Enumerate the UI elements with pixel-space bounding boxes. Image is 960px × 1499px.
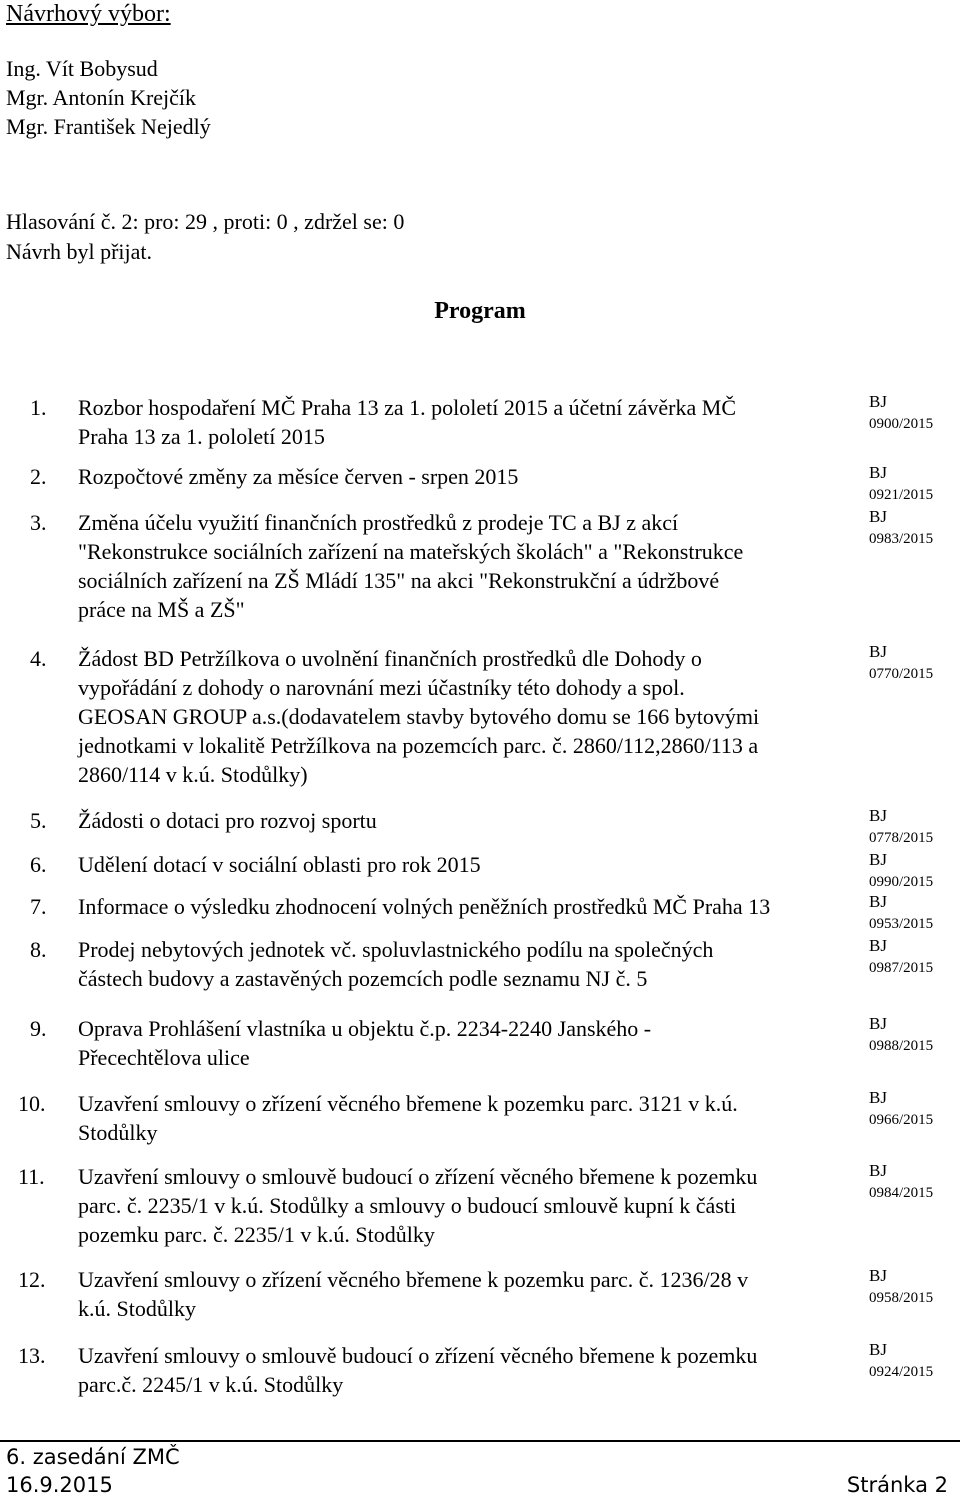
program-item-bj-label: BJ (869, 936, 887, 955)
program-item-text: Uzavření smlouvy o zřízení věcného břemene k pozemku parc. 3121 v k.ú. (78, 1091, 738, 1116)
program-item-reference: 0900/2015 (869, 416, 934, 432)
program-item-reference: 0988/2015 (869, 1038, 934, 1054)
program-item-reference: 0953/2015 (869, 916, 934, 932)
program-item-text: parc. č. 2235/1 v k.ú. Stodůlky a smlouvy o budoucí smlouvě kupní k části (78, 1193, 737, 1218)
program-item-bj-label: BJ (869, 806, 887, 825)
program-item-text: částech budovy a zastavěných pozemcích podle seznamu NJ č. 5 (78, 966, 648, 991)
footer-date: 16.9.2015 (6, 1473, 113, 1497)
program-item-bj-label: BJ (869, 642, 887, 661)
footer-session: 6. zasedání ZMČ (6, 1445, 180, 1469)
program-item-text: Změna účelu využití finančních prostředků z prodeje TC a BJ z akcí (78, 510, 679, 535)
program-item-text: Žádost BD Petržílkova o uvolnění finančních prostředků dle Dohody o (78, 646, 702, 671)
vote-result: Hlasování č. 2: pro: 29 , proti: 0 , zdržel se: 0 (6, 209, 405, 234)
program-item-bj-label: BJ (869, 1088, 887, 1107)
program-item-number: 11. (18, 1164, 45, 1189)
program-item-bj-label: BJ (869, 392, 887, 411)
program-item-bj-label: BJ (869, 463, 887, 482)
program-item-number: 6. (30, 852, 47, 877)
program-item-text: parc.č. 2245/1 v k.ú. Stodůlky (78, 1372, 344, 1397)
program-item-text: Stodůlky (78, 1120, 158, 1145)
program-item-number: 13. (18, 1343, 46, 1368)
program-item-text: GEOSAN GROUP a.s.(dodavatelem stavby bytového domu se 166 bytovými (78, 704, 760, 729)
vote-outcome: Návrh byl přijat. (6, 239, 153, 264)
program-item-text: Přecechtělova ulice (78, 1045, 250, 1070)
program-item-text: 2860/114 v k.ú. Stodůlky) (78, 762, 308, 787)
program-item-reference: 0983/2015 (869, 531, 934, 547)
program-item-bj-label: BJ (869, 1014, 887, 1033)
program-item-text: Udělení dotací v sociální oblasti pro rok 2015 (78, 852, 481, 877)
footer-divider (0, 1440, 960, 1442)
program-item-text: Prodej nebytových jednotek vč. spoluvlastnického podílu na společných (78, 937, 714, 962)
program-item-number: 10. (18, 1091, 46, 1116)
program-item-bj-label: BJ (869, 1266, 887, 1285)
program-item-text: "Rekonstrukce sociálních zařízení na mateřských školách" a "Rekonstrukce (78, 539, 744, 564)
program-item-number: 12. (18, 1267, 46, 1292)
program-title: Program (434, 298, 526, 324)
program-item-text: práce na MŠ a ZŠ" (78, 597, 245, 622)
program-item-text: sociálních zařízení na ZŠ Mládí 135" na akci "Rekonstrukční a údržbové (78, 568, 720, 593)
program-item-text: Rozpočtové změny za měsíce červen - srpen 2015 (78, 464, 519, 489)
program-item-text: Uzavření smlouvy o smlouvě budoucí o zřízení věcného břemene k pozemku (78, 1164, 758, 1189)
program-item-bj-label: BJ (869, 892, 887, 911)
program-item-text: jednotkami v lokalitě Petržílkova na pozemcích parc. č. 2860/112,2860/113 a (78, 733, 759, 758)
program-item-reference: 0984/2015 (869, 1185, 934, 1201)
program-item-reference: 0966/2015 (869, 1112, 934, 1128)
program-item-number: 1. (30, 395, 47, 420)
program-item-number: 7. (30, 894, 47, 919)
program-item-reference: 0770/2015 (869, 666, 934, 682)
program-item-text: vypořádání z dohody o narovnání mezi účastníky této dohody a spol. (78, 675, 685, 700)
committee-member: Mgr. František Nejedlý (6, 114, 211, 139)
footer-page-number: Stránka 2 (846, 1473, 948, 1497)
program-item-text: Informace o výsledku zhodnocení volných peněžních prostředků MČ Praha 13 (78, 894, 771, 919)
program-item-number: 2. (30, 464, 47, 489)
program-item-text: k.ú. Stodůlky (78, 1296, 196, 1321)
program-item-text: Uzavření smlouvy o zřízení věcného břemene k pozemku parc. č. 1236/28 v (78, 1267, 749, 1292)
program-item-reference: 0778/2015 (869, 830, 934, 846)
program-item-bj-label: BJ (869, 850, 887, 869)
program-item-bj-label: BJ (869, 1161, 887, 1180)
program-item-reference: 0990/2015 (869, 874, 934, 890)
program-item-bj-label: BJ (869, 507, 887, 526)
program-item-number: 5. (30, 808, 47, 833)
program-item-number: 4. (30, 646, 47, 671)
program-item-text: Rozbor hospodaření MČ Praha 13 za 1. pololetí 2015 a účetní závěrka MČ (78, 395, 737, 420)
program-item-text: Oprava Prohlášení vlastníka u objektu č.p. 2234-2240 Janského - (78, 1016, 652, 1041)
program-item-text: Žádosti o dotaci pro rozvoj sportu (78, 808, 377, 833)
program-item-number: 9. (30, 1016, 47, 1041)
program-item-text: Uzavření smlouvy o smlouvě budoucí o zřízení věcného břemene k pozemku (78, 1343, 758, 1368)
committee-member: Ing. Vít Bobysud (6, 56, 158, 81)
program-item-text: Praha 13 za 1. pololetí 2015 (78, 424, 325, 449)
program-item-reference: 0924/2015 (869, 1364, 934, 1380)
program-item-reference: 0958/2015 (869, 1290, 934, 1306)
program-item-bj-label: BJ (869, 1340, 887, 1359)
committee-member: Mgr. Antonín Krejčík (6, 85, 197, 110)
program-item-number: 8. (30, 937, 47, 962)
program-item-text: pozemku parc. č. 2235/1 v k.ú. Stodůlky (78, 1222, 435, 1247)
program-item-reference: 0987/2015 (869, 960, 934, 976)
program-item-reference: 0921/2015 (869, 487, 934, 503)
committee-heading: Návrhový výbor: (6, 1, 171, 27)
program-item-number: 3. (30, 510, 47, 535)
